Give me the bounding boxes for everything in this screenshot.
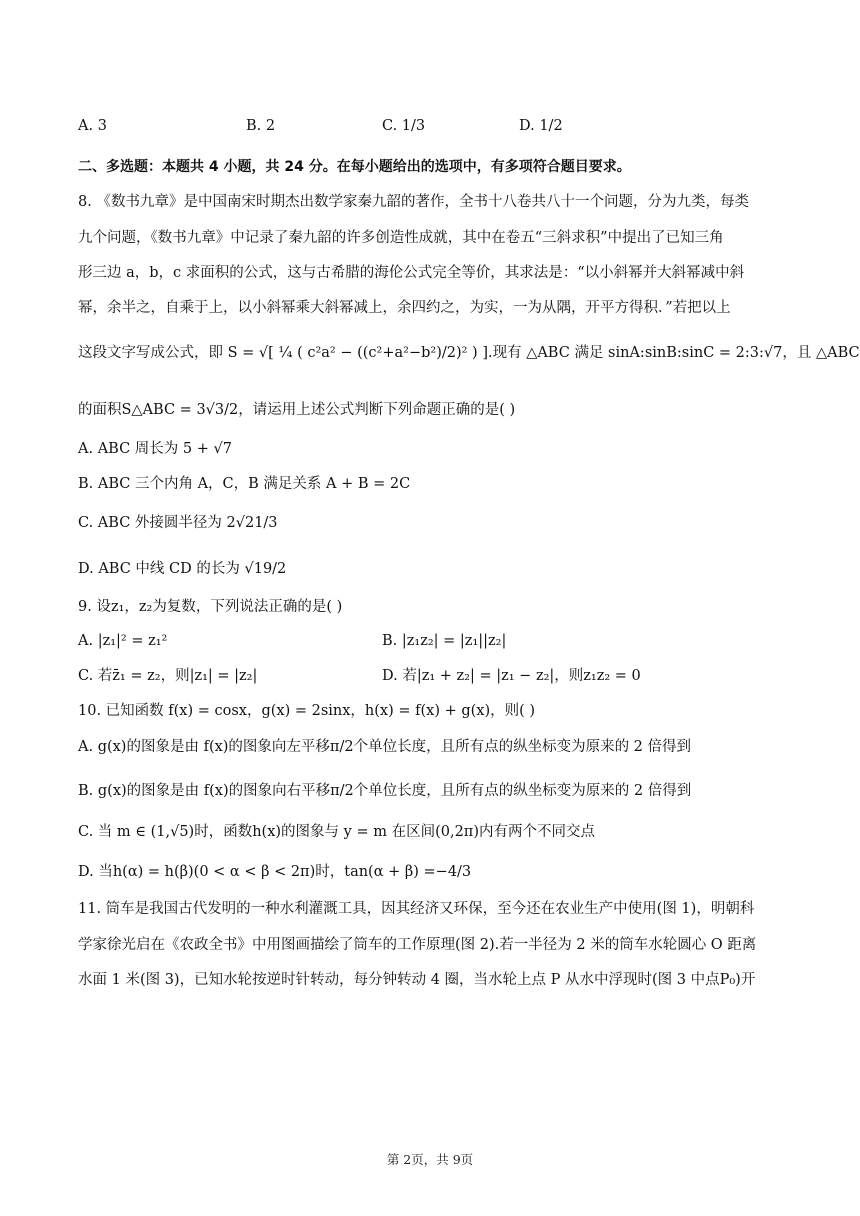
q8-option-a: A. ABC 周长为 5 + √7 [78,441,232,457]
page-footer: 第 2页，共 9页 [386,1152,474,1167]
q9-option-b: B. |z₁z₂| = |z₁||z₂| [382,633,507,649]
q8-option-d: D. ABC 中线 CD 的长为 √19/2 [78,561,287,577]
q11-line-3: 水面 1 米(图 3)，已知水轮按逆时针转动，每分钟转动 4 圈，当水轮上点 P 从水中浮现时(图 3 中点P₀)开 [78,972,756,988]
section-heading: 二、多选题：本题共 4 小题，共 24 分。在每小题给出的选项中，有多项符合题目要求。 [78,159,631,175]
q8-line-2: 九个问题，《数书九章》中记录了秦九韶的许多创造性成就，其中在卷五“三斜求积”中提出了已知三角 [78,230,724,246]
q11-line-2: 学家徐光启在《农政全书》中用图画描绘了筒车的工作原理(图 2).若一半径为 2 米的筒车水轮圆心 O 距离 [78,937,757,953]
q7-option-a: A. 3 [78,118,107,134]
q10-option-d: D. 当h(α) = h(β)(0 < α < β < 2π)时，tan(α + β) =−4/3 [78,864,472,880]
q8-line-3: 形三边 a，b，c 求面积的公式，这与古希腊的海伦公式完全等价，其求法是：“以小斜幂并大斜幂减中斜 [78,265,745,281]
q8-line-4: 幂，余半之，自乘于上，以小斜幂乘大斜幂减上，余四约之，为实，一为从隅，开平方得积．”若把以上 [78,300,731,316]
q8-option-b: B. ABC 三个内角 A，C，B 满足关系 A + B = 2C [78,476,411,492]
q8-option-c: C. ABC 外接圆半径为 2√21/3 [78,515,278,531]
q8-line-1: 8. 《数书九章》是中国南宋时期杰出数学家秦九韶的著作，全书十八卷共八十一个问题，分为九类，每类 [78,194,749,210]
q9-stem: 9. 设z₁，z₂为复数，下列说法正确的是( ) [78,599,343,615]
q10-stem: 10. 已知函数 f(x) = cosx，g(x) = 2sinx，h(x) = f(x) + g(x)，则( ) [78,703,536,719]
q9-option-d: D. 若|z₁ + z₂| = |z₁ − z₂|，则z₁z₂ = 0 [382,668,641,684]
q8-line-5: 这段文字写成公式，即 S = √[ ¼ ( c²a² − ((c²+a²−b²)/2)² ) ].现有 △ABC 满足 sinA:sinB:sinC = 2:3:√7，且 △ABC [78,345,860,361]
q7-option-d: D. 1/2 [519,118,563,134]
q7-option-b: B. 2 [246,118,276,134]
q10-option-a: A. g(x)的图象是由 f(x)的图象向左平移π/2个单位长度，且所有点的纵坐标变为原来的 2 倍得到 [78,739,692,755]
q9-option-c: C. 若z̄₁ = z₂，则|z₁| = |z₂| [78,668,258,684]
q10-option-b: B. g(x)的图象是由 f(x)的图象向右平移π/2个单位长度，且所有点的纵坐标变为原来的 2 倍得到 [78,783,692,799]
q10-option-c: C. 当 m ∈ (1,√5)时，函数h(x)的图象与 y = m 在区间(0,2π)内有两个不同交点 [78,824,595,840]
q11-line-1: 11. 筒车是我国古代发明的一种水利灌溉工具，因其经济又环保，至今还在农业生产中使用(图 1)，明朝科 [78,901,755,917]
q7-option-c: C. 1/3 [382,118,426,134]
q9-option-a: A. |z₁|² = z₁² [78,633,168,649]
q8-line-6: 的面积S△ABC = 3√3/2，请运用上述公式判断下列命题正确的是( ) [78,402,516,418]
